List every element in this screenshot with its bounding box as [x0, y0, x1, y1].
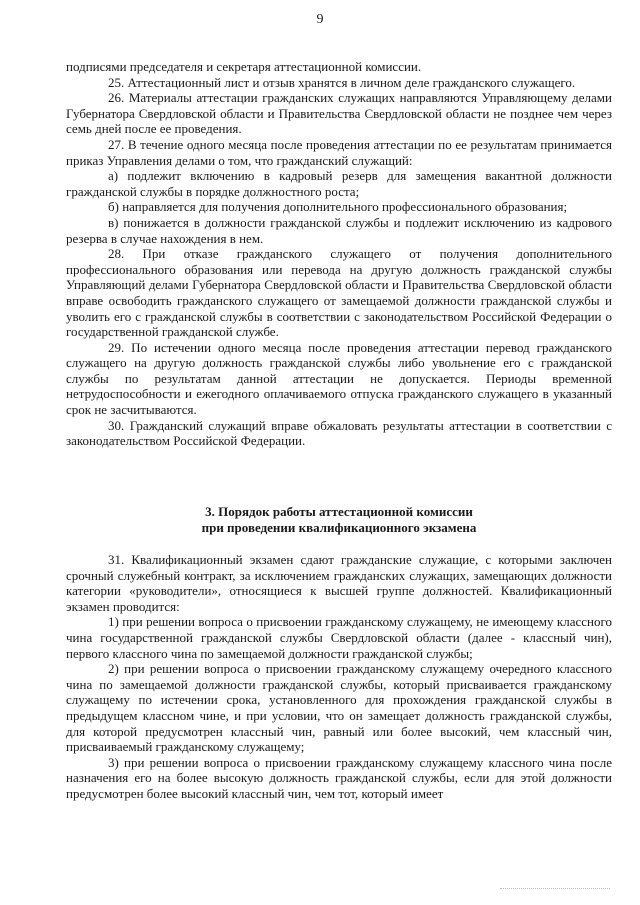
paragraph-26: 26. Материалы аттестации гражданских служащих направляются Управляющему делами Губернатора Свердловской области и Правительства Свердловской области не позднее чем через семь дней после ее проведения.	[66, 90, 612, 137]
section-heading-line2: при проведении квалификационного экзамена	[201, 520, 477, 535]
paragraph-29: 29. По истечении одного месяца после проведения аттестации перевод гражданского служащего на другую должность гражданской службы либо увольнение его с гражданской службы по результатам данной аттестации не допускается. Периоды временной нетрудоспособности и ежегодного оплачиваемого отпуска гражданского служащего в указанный срок не засчитываются.	[66, 339, 612, 418]
paragraph-31: 31. Квалификационный экзамен сдают гражданские служащие, с которыми заключен срочный служебный контракт, за исключением гражданских служащих, замещающих должности категории «руководители», относящиеся к высшей группе должностей. Квалификационный экзамен проводится:	[66, 552, 612, 614]
paragraph-25: 25. Аттестационный лист и отзыв хранятся в личном деле гражданского служащего.	[108, 74, 576, 90]
bottom-rule	[500, 888, 610, 889]
paragraph-31-1: 1) при решении вопроса о присвоении гражданскому служащему, не имеющему классного чина государственной гражданской службы Свердловской области (далее - классный чин), первого классного чина по замещаемой должности гражданской службы;	[66, 614, 612, 661]
section-heading	[66, 504, 612, 536]
paragraph-28: 28. При отказе гражданского служащего от получения дополнительного профессионального образования или перевода на другую должность гражданской службы Управляющий делами Губернатора Свердловской области и Правительства Свердловской области вправе освободить гражданского служащего от замещаемой должности гражданской службы и уволить его с гражданской службы в соответствии с законодательством Российской Федерации о государственной гражданской службе.	[66, 246, 612, 340]
paragraph-31-2: 2) при решении вопроса о присвоении гражданскому служащему очередного классного чина по замещаемой должности гражданской службы, который присваивается гражданскому служащему по истечении срока, установленного для прохождения гражданской службы в предыдущем классном чине, и при условии, что он замещает должность гражданской службы, для которой предусмотрен классный чин, равный или более высокий, чем классный чин, присваиваемый гражданскому служащему;	[66, 661, 612, 755]
section-heading-line1: 3. Порядок работы аттестационной комиссии	[205, 504, 473, 519]
paragraph-27-c: в) понижается в должности гражданской службы и подлежит исключению из кадрового резерва в случае нахождения в нем.	[66, 214, 612, 246]
page-number: 9	[316, 12, 324, 27]
paragraph-27-a: а) подлежит включению в кадровый резерв для замещения вакантной должности гражданской службы в порядке должностного роста;	[66, 168, 612, 199]
paragraph-31-3: 3) при решении вопроса о присвоении гражданскому служащему классного чина после назначения его на более высокую должность гражданской службы, если для этой должности предусмотрен более высокий классный чин, чем тот, который имеет	[66, 754, 612, 801]
document-body-part1	[66, 59, 612, 449]
document-body-part2	[66, 552, 612, 802]
paragraph-27-b: б) направляется для получения дополнительного профессионального образования;	[108, 199, 568, 215]
paragraph-30: 30. Гражданский служащий вправе обжаловать результаты аттестации в соответствии с законодательством Российской Федерации.	[66, 417, 612, 449]
paragraph-27: 27. В течение одного месяца после проведения аттестации по ее результатам принимается приказ Управления делами о том, что гражданский служащий:	[66, 136, 612, 168]
top-fragment: подписями председателя и секретаря аттестационной комиссии.	[66, 59, 422, 74]
